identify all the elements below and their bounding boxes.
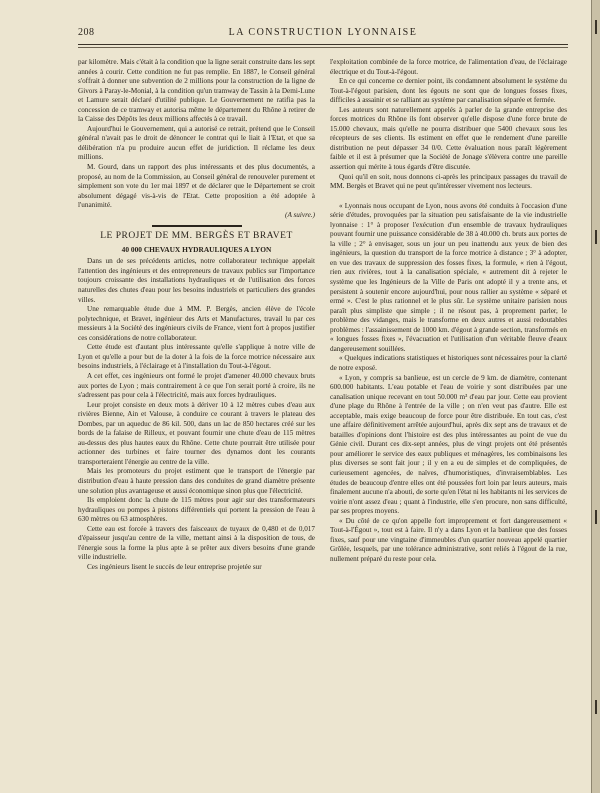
paragraph: Aujourd'hui le Gouvernement, qui a autorisé ce retrait, prétend que le Conseil général n'avait pas le droit de dénoncer le contrat qui le liait à l'Etat, et que sa délibération n'a pu produire aucun effet de juridiction. Il réclame les deux millions. [78,124,315,162]
spacer [330,192,567,202]
paragraph: Dans un de ses précédents articles, notre collaborateur technique appelait l'attention des ingénieurs et des entrepreneurs de travaux publics sur l'importance toujours croissante des installations hydrauliques et de l'utilisation des forces naturelles des chutes d'eau pour les besoins industriels et particuliers des grandes villes. [78,257,315,304]
paragraph: Une remarquable étude due à MM. P. Bergès, ancien élève de l'école polytechnique, et Bravet, ingénieur des Arts et Manufactures, travail lu par ces messieurs à la Société des ingénieurs civils de France, vient fort à propos justifier ces considérations de notre collaborateur. [78,305,315,342]
binding-mark [595,510,597,524]
paragraph: Quoi qu'il en soit, nous donnons ci-après les principaux passages du travail de MM. Bergès et Bravet qui ne peut qu'intéresser vivement nos lecteurs. [330,172,567,191]
header-rule [78,44,568,45]
binding-mark [595,20,597,34]
paragraph: l'exploitation combinée de la force motrice, de l'alimentation d'eau, de l'éclairage électrique et du Tout-à-l'égout. [330,58,567,76]
paragraph: Cette étude est d'autant plus intéressante qu'elle s'applique à notre ville de Lyon et qu'elle a pour but de la doter à la fois de la force motrice nécessaire aux besoins industriels, à l'éclairage et à l'installation du Tout-à-l'égout. [78,343,315,371]
page-header [78,27,568,41]
paragraph: Les auteurs sont naturellement appelés à parler de la grande entreprise des forces motrices du Rhône ils font observer qu'elle dispose d'une force brute de 15.000 chevaux, mais qu'elle ne pourra distribuer que 5400 chevaux sous les récepteurs de ses clients. Ils estiment en effet que le rendement d'une pareille distribution ne peut dépasser 34 0/0. Cette évaluation nous paraît légèrement faible et il est à présumer que la Société de Jonage s'élèvera contre une pareille assertion qui mérite à tous égards d'être discutée. [330,105,567,172]
to-be-continued: (A suivre.) [285,210,315,219]
paragraph: En ce qui concerne ce dernier point, ils condamnent absolument le système du Tout-à-l'égout parisien, dont les égouts ne sont que de longues fosses fixes, difficiles à assainir et se ralliant au système par canalisation séparée et fermée. [330,77,567,105]
quote-paragraph: « Du côté de ce qu'on appelle fort improprement et fort dangereusement « Tout-à-l'Égout », tout est à faire. Il n'y a dans Lyon et la banlieue que des fosses fixes, sauf pour une vingtaine d'immeubles d'un quartier nouveau appelé quartier Grôlée, lesquels, par une tolérance administrative, sont reliés à l'égout de la rue, nullement préparé du reste pour cela. [330,516,567,563]
right-column [330,58,567,564]
binding-gutter [591,0,600,793]
left-column [78,58,315,572]
paragraph: M. Gourd, dans un rapport des plus intéressants et des plus documentés, a proposé, au nom de la Commission, au Conseil général de renouveler purement et simplement son vote du 1er mai 1897 et de déclarer que le Département se croit absolument dégagé vis-à-vis de l'Etat. Cette proposition a été adoptée à l'unanimité. [78,163,315,210]
header-rule-thin [78,47,568,48]
paragraph: Ils emploient donc la chute de 115 mètres pour agir sur des transformateurs hydrauliques ou pompes à pistons différentiels qui portent la pression de l'eau à 630 mètres ou 63 atmosphères. [78,496,315,524]
paragraph: Mais les promoteurs du projet estiment que le transport de l'énergie par distribution d'eau à haute pression dans des conduites de grand diamètre présente une solution plus avantageuse et aussi économique sinon plus que l'électricité. [78,467,315,495]
quote-paragraph: « Lyonnais nous occupant de Lyon, nous avons été conduits à l'occasion d'une série d'études, provoquées par la situation peu satisfaisante de la vie industrielle lyonnaise : 1° à proposer l'exécution d'un ensemble de travaux hydrauliques pouvant fournir une puissance considérable de 38 à 40.000 ch. bruts aux portes de la ville ; 2° à envisager, sous un jour un peu inattendu aux yeux de bien des ingénieurs, la question du transport de la force motrice à distance ; 3° à adopter, en vue des travaux de suppression des fosses fixes, la formule, « rien à l'égout, rien aux rivières, tout à la canalisation spéciale, « autrement dit à rejeter le système que les Ingénieurs de la Ville de Paris ont adopté il y a trente ans, et persistent à soutenir encore aujourd'hui, pour nous rallier au système « séparé et ermé ». C'est le plus rationnel et le plus sûr. Le système unitaire parisien nous paraît plus simpliste que simple ; il ne résout pas, à proprement parler, le problème des vidanges, mais le transforme en deux autres et aussi redoutables problèmes : l'assainissement de 1000 km. d'égout à grande section, transformés en « longues fosses fixes », l'évacuation et l'utilisation d'un véritable fleuve d'eaux dangereusement souillées. [330,201,567,353]
paragraph: A cet effet, ces ingénieurs ont formé le projet d'amener 40.000 chevaux bruts aux portes de Lyon ; mais contrairement à ce que l'on serait porté à croire, ils ne s'adressent pas pour cela à l'électricité, mais aux forces hydrauliques. [78,371,315,400]
binding-mark [595,700,597,714]
article-title: LE PROJET DE MM. BERGÈS ET BRAVET [100,231,293,242]
article-subtitle: 40 000 CHEVAUX HYDRAULIQUES A LYON [121,244,272,254]
journal-title: LA CONSTRUCTION LYONNAISE [228,27,418,38]
quote-paragraph: « Quelques indications statistiques et historiques sont nécessaires pour la clarté de notre exposé. [330,354,567,372]
paragraph: Ces ingénieurs lisent le succès de leur entreprise projetée sur [87,562,262,571]
paragraph: Leur projet consiste en deux mots à dériver 10 à 12 mètres cubes d'eau aux rivières Bienne, Ain et Valouse, à conduire ce courant à travers le plateau des Dombes, par un aqueduc de 86 kil. 500, dans un lac de 850 hectares créé sur les bords de la falaise de Rilleux, et pouvant fournir une chute d'eau de 115 mètres au-dessus des plus hautes eaux du Rhône. Cette chute pourrait être utilisée pour actionner des turbines et faire tourner des dynamos dont les courants transporteraient l'énergie au centre de la ville. [78,400,315,466]
paragraph: Cette eau est forcée à travers des faisceaux de tuyaux de 0,480 et de 0,017 d'épaisseur jusqu'au centre de la ville, mettant ainsi à la disposition de tous, de l'énergie sous la forme la plus apte à se prêter aux divers besoins d'une grande ville industrielle. [78,524,315,562]
paragraph: par kilomètre. Mais c'était à la condition que la ligne serait construite dans les sept années à courir. Cette condition ne fut pas remplie. En 1887, le Conseil général s'offrait à donner une subvention de 2 millions pour la construction de la ligne de Givors à Paray-le-Monial, à la condition qu'un tramway de Tassin à la Demi-Lune et Lamure serait déclaré d'utilité publique. Le Gouvernement ne ratifia pas la concession de ce tramway et autorisa même le département du Rhône à retirer de la Caisse des Dépôts les deux millions affectés à ce travail. [78,58,316,124]
section-divider [152,225,242,227]
binding-mark [595,230,597,244]
quote-paragraph: « Lyon, y compris sa banlieue, est un cercle de 9 km. de diamètre, contenant 600.000 habitants. L'eau potable et l'eau de voirie y sont distribuées par une canalisation unique recevant en tout 50.000 m³ d'eau par jour. Cette eau provient d'une plage du Rhône à l'entrée de la ville ; on n'en veut pas d'autre. Elle est acceptable, mais exige beaucoup de force pour être distribuée. En tout cas, c'est une affaire définitivement arrêtée aujourd'hui, après dix sept ans de travaux et de batailles d'opinions dont l'histoire est des plus intéressantes au point de vue du Génie civil. Durant ces dix-sept années, plus de vingt projets ont été présentés pour améliorer le service des eaux publiques et ménagères, les combinaisons les plus diverses se sont fait jour ; il y en a eu de simples et de compliquées, de curieusement agencées, de naïves, d'humoristiques, d'invraisemblables. Les études de beaucoup d'entre elles ont été poussées fort loin par leurs auteurs, mais finalement aucune n'a abouti, de sorte qu'en l'état ni les habitants ni les services de voirie n'ont assez d'eau ; quant à l'industrie, elle s'en procure, non sans difficulté, par ses propres moyens. [330,373,567,516]
page-number: 208 [78,27,95,38]
